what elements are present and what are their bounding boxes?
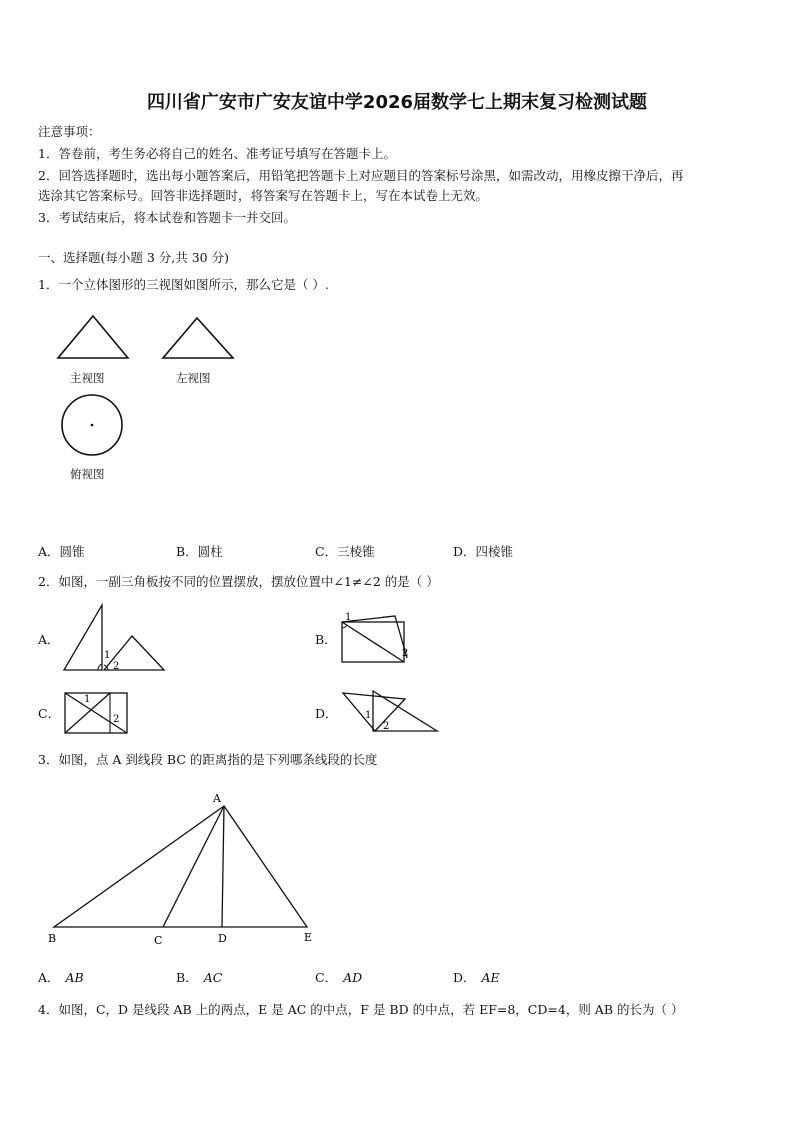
notice-item-1: 1．答卷前，考生务必将自己的姓名、准考证号填写在答题卡上。 — [38, 146, 396, 161]
q2-figure-a — [62, 602, 168, 674]
q2a-angle-1: 1 — [104, 650, 111, 661]
q3-point-b: B — [48, 932, 57, 945]
q2b-angle-1: 1 — [345, 612, 352, 623]
q4-stem: 4．如图，C，D 是线段 AB 上的两点，E 是 AC 的中点，F 是 BD 的中点，若 EF=8，CD=4，则 AB 的长为（ ） — [38, 1002, 684, 1017]
q2d-angle-1: 1 — [365, 710, 372, 721]
q3-point-e: E — [304, 931, 313, 944]
q3-option-d-letter: D． — [453, 970, 476, 985]
q3-point-a: A — [213, 792, 221, 805]
q1-option-a[interactable]: A．圆锥 — [38, 544, 85, 559]
q1-top-view — [60, 394, 124, 458]
q2-option-b[interactable]: B． — [315, 632, 337, 647]
q2-option-c[interactable]: C． — [38, 706, 61, 721]
q2-option-d[interactable]: D． — [315, 706, 338, 721]
q2d-angle-2: 2 — [383, 721, 390, 732]
q1-front-view — [56, 314, 130, 360]
q2a-angle-2: 2 — [113, 661, 120, 672]
q3-option-a[interactable] — [38, 968, 84, 986]
q2c-angle-2: 2 — [113, 714, 120, 725]
section-heading: 一、选择题(每小题 3 分,共 30 分) — [38, 250, 229, 265]
q3-option-c[interactable] — [315, 968, 362, 986]
q1-option-c[interactable]: C．三棱锥 — [315, 544, 375, 559]
notice-heading: 注意事项： — [38, 124, 101, 139]
notice-item-2: 2．回答选择题时，选出每小题答案后，用铅笔把答题卡上对应题目的答案标号涂黑，如需改动，用橡皮擦干净后，再 — [38, 168, 684, 183]
q2-figure-c — [62, 690, 132, 736]
q2-figure-d — [340, 688, 440, 734]
q3-figure — [40, 785, 330, 950]
q2-figure-b — [339, 610, 411, 664]
notice-item-3: 3．考试结束后，将本试卷和答题卡一并交回。 — [38, 210, 296, 225]
page-title: 四川省广安市广安友谊中学2026届数学七上期末复习检测试题 — [146, 92, 648, 113]
q1-side-view — [161, 316, 235, 360]
q3-option-d[interactable] — [453, 968, 500, 986]
q1-side-view-label: 左视图 — [176, 371, 211, 385]
q3-option-d-text: AE — [481, 970, 500, 985]
q1-front-view-label: 主视图 — [70, 371, 105, 385]
q3-stem: 3．如图，点 A 到线段 BC 的距离指的是下列哪条线段的长度 — [38, 752, 378, 767]
q1-option-d[interactable]: D．四棱锥 — [453, 544, 514, 559]
q3-option-b[interactable] — [176, 968, 222, 986]
q1-option-b[interactable]: B．圆柱 — [176, 544, 223, 559]
q3-point-c: C — [154, 934, 163, 947]
q2-stem: 2．如图，一副三角板按不同的位置摆放，摆放位置中∠1≠∠2 的是（ ） — [38, 574, 439, 589]
q1-stem: 1．一个立体图形的三视图如图所示，那么它是（ ）. — [38, 277, 329, 292]
q1-top-view-label: 俯视图 — [70, 467, 105, 481]
q2c-angle-1: 1 — [84, 694, 91, 705]
q2-option-a[interactable]: A． — [38, 632, 60, 647]
q3-option-b-letter: B． — [176, 970, 198, 985]
q3-point-d: D — [218, 932, 227, 945]
q3-option-c-text: AD — [343, 970, 363, 985]
q3-option-a-letter: A． — [38, 970, 60, 985]
q2b-angle-2: 2 — [402, 648, 409, 659]
q3-option-c-letter: C． — [315, 970, 338, 985]
notice-item-2-cont: 选涂其它答案标号。回答非选择题时，将答案写在答题卡上，写在本试卷上无效。 — [38, 188, 489, 203]
q3-option-b-text: AC — [203, 970, 223, 985]
q3-option-a-text: AB — [65, 970, 84, 985]
